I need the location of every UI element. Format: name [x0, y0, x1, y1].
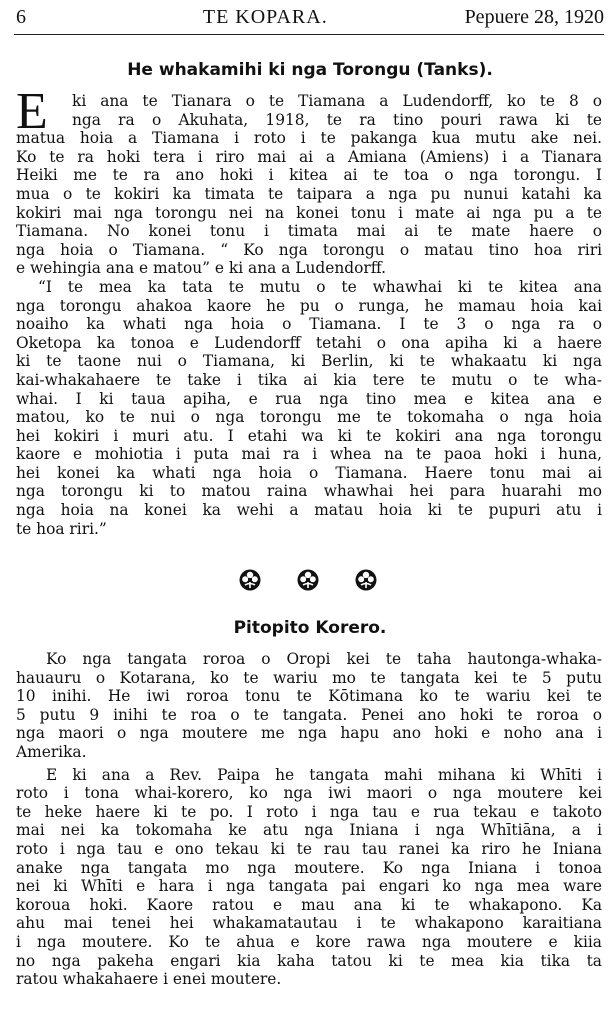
text-line: nga maori o nga moutere me nga hapu ano hoki e noho ana i	[16, 724, 602, 743]
text-line: nga torongu ahakoa kaore he pu o runga, he mamau hoia kai	[16, 296, 602, 315]
flower-ornament-icon	[238, 568, 262, 592]
text-line: hei kokiri i muri atu. I etahi wa ki te kokiri ana nga torongu	[16, 426, 602, 445]
text-line: Amerika.	[16, 742, 87, 761]
text-line: “I te mea ka tata te mutu o te whawhai ki te kitea ana	[38, 277, 602, 296]
text-line: Tiamana. No konei tonu i timata mai ai te mate haere o	[16, 222, 602, 241]
article-news-body	[16, 650, 602, 989]
text-line: te hoa riri.”	[16, 519, 107, 538]
article-title-news: Pitopito Korero.	[233, 618, 387, 638]
text-line: roto i tona whai-korero, ko nga iwi maori o nga moutere kei	[16, 784, 602, 803]
text-line: nga torongu ki to matou raina whawhai hei para huarahi mo	[16, 482, 602, 501]
flower-ornament-icon	[354, 568, 378, 592]
text-line: e wehingia ana e matou” e ki ana a Ludendorff.	[16, 259, 387, 278]
text-line: kokiri mai nga torongu nei na konei tonu i mate ai nga pu a te	[16, 203, 602, 222]
drop-cap: E	[16, 83, 48, 140]
page-number: 6	[16, 6, 26, 28]
text-line: hauauru o Kotarana, ko te wariu mo te tangata kei te 5 putu	[16, 668, 602, 687]
text-line: whai. I ki taua apiha, e rua nga tino mea e kitea ana e	[16, 389, 602, 408]
section-divider-ornaments	[0, 568, 616, 592]
text-line: roto i nga tau e ono tekau ki te rau tau ranei ka riro he Iniana	[16, 839, 602, 858]
text-line: nga hoia na konei ka wehi a matau hoia ki te pupuri atu i	[16, 501, 602, 520]
publication-title: TE KOPARA.	[202, 6, 328, 28]
article-tanks-body	[16, 83, 602, 538]
text-line: kai-whakahaere te take i tika ai kia tere te mutu o te wha-	[16, 370, 602, 389]
text-line: nei ki Whīti e hara i nga tangata pai engari ko nga mea ware	[16, 877, 602, 896]
text-line: mai nei ka tokomaha ke atu nga Iniana i nga Whītiāna, a i	[16, 821, 602, 840]
text-line: Ko te ra hoki tera i riro mai ai a Amiana (Amiens) i a Tianara	[16, 147, 602, 166]
issue-date: Pepuere 28, 1920	[464, 6, 604, 28]
text-line: noaiho ka whati nga hoia o Tiamana. I te 3 o nga ra o	[16, 315, 602, 334]
text-line: ki te taone nui o Tiamana, ki Berlin, ki te whakaatu ki nga	[16, 352, 602, 371]
text-line: koroua hoki. Kaore ratou e mau ana ki te whakapono. Ka	[16, 895, 602, 914]
text-line: te heke haere ki te po. I roto i nga tau e rua tekau e takoto	[16, 802, 602, 821]
text-line: 10 inihi. He iwi roroa tonu te Kōtimana ko te wariu kei te	[16, 687, 602, 706]
text-line: E ki ana a Rev. Paipa he tangata mahi mihana ki Whīti i	[46, 765, 602, 784]
text-line: Ko nga tangata roroa o Oropi kei te taha hautonga-whaka-	[46, 650, 602, 668]
text-line: ratou whakahaere i enei moutere.	[16, 970, 282, 989]
text-line: matou, ko te nui o nga torongu me te tokomaha o nga hoia	[16, 408, 602, 427]
text-line: matua hoia a Tiamana i roto i te pakanga kua mutu ake nei.	[16, 129, 602, 148]
text-line: mua o te kokiri ka timata te taipara a nga pu nunui katahi ka	[16, 184, 602, 203]
text-line: ahu mai tenei hei whakamatautau i te whakapono karaitiana	[16, 914, 602, 933]
text-line: nga hoia o Tiamana. “ Ko nga torongu o matau tino hoa riri	[16, 240, 602, 259]
page-header	[16, 6, 604, 32]
header-rule	[14, 34, 604, 35]
text-line: no nga pakeha engari kia kaha tatou ki te mea kia tika ta	[16, 951, 602, 970]
text-line: Heiki me te ra ano hoki i kitea ai te toa o nga torongu. I	[16, 166, 602, 185]
text-line: 5 putu 9 inihi te roa o te tangata. Penei ano hoki te roroa o	[16, 705, 602, 724]
text-line: Oketopa ka tonoa e Ludendorff tetahi o ona apiha ki a haere	[16, 333, 602, 352]
text-line: anake nga tangata mo nga moutere. Ko nga Iniana i tonoa	[16, 858, 602, 877]
article-title-tanks: He whakamihi ki nga Torongu (Tanks).	[127, 60, 493, 80]
flower-ornament-icon	[296, 568, 320, 592]
text-line: i nga moutere. Ko te ahua e kore rawa nga moutere e kiia	[16, 932, 602, 951]
text-line: hei konei ka whati nga hoia o Tiamana. Haere tonu mai ai	[16, 463, 602, 482]
text-line: ki ana te Tianara o te Tiamana a Ludendorff, ko te 8 o	[72, 92, 602, 110]
text-line: kaore e mohiotia i puta mai ra i whea na te paoa hoki i huna,	[16, 445, 602, 464]
text-line: nga ra o Akuhata, 1918, te ra tino pouri rawa ki te	[72, 110, 602, 129]
